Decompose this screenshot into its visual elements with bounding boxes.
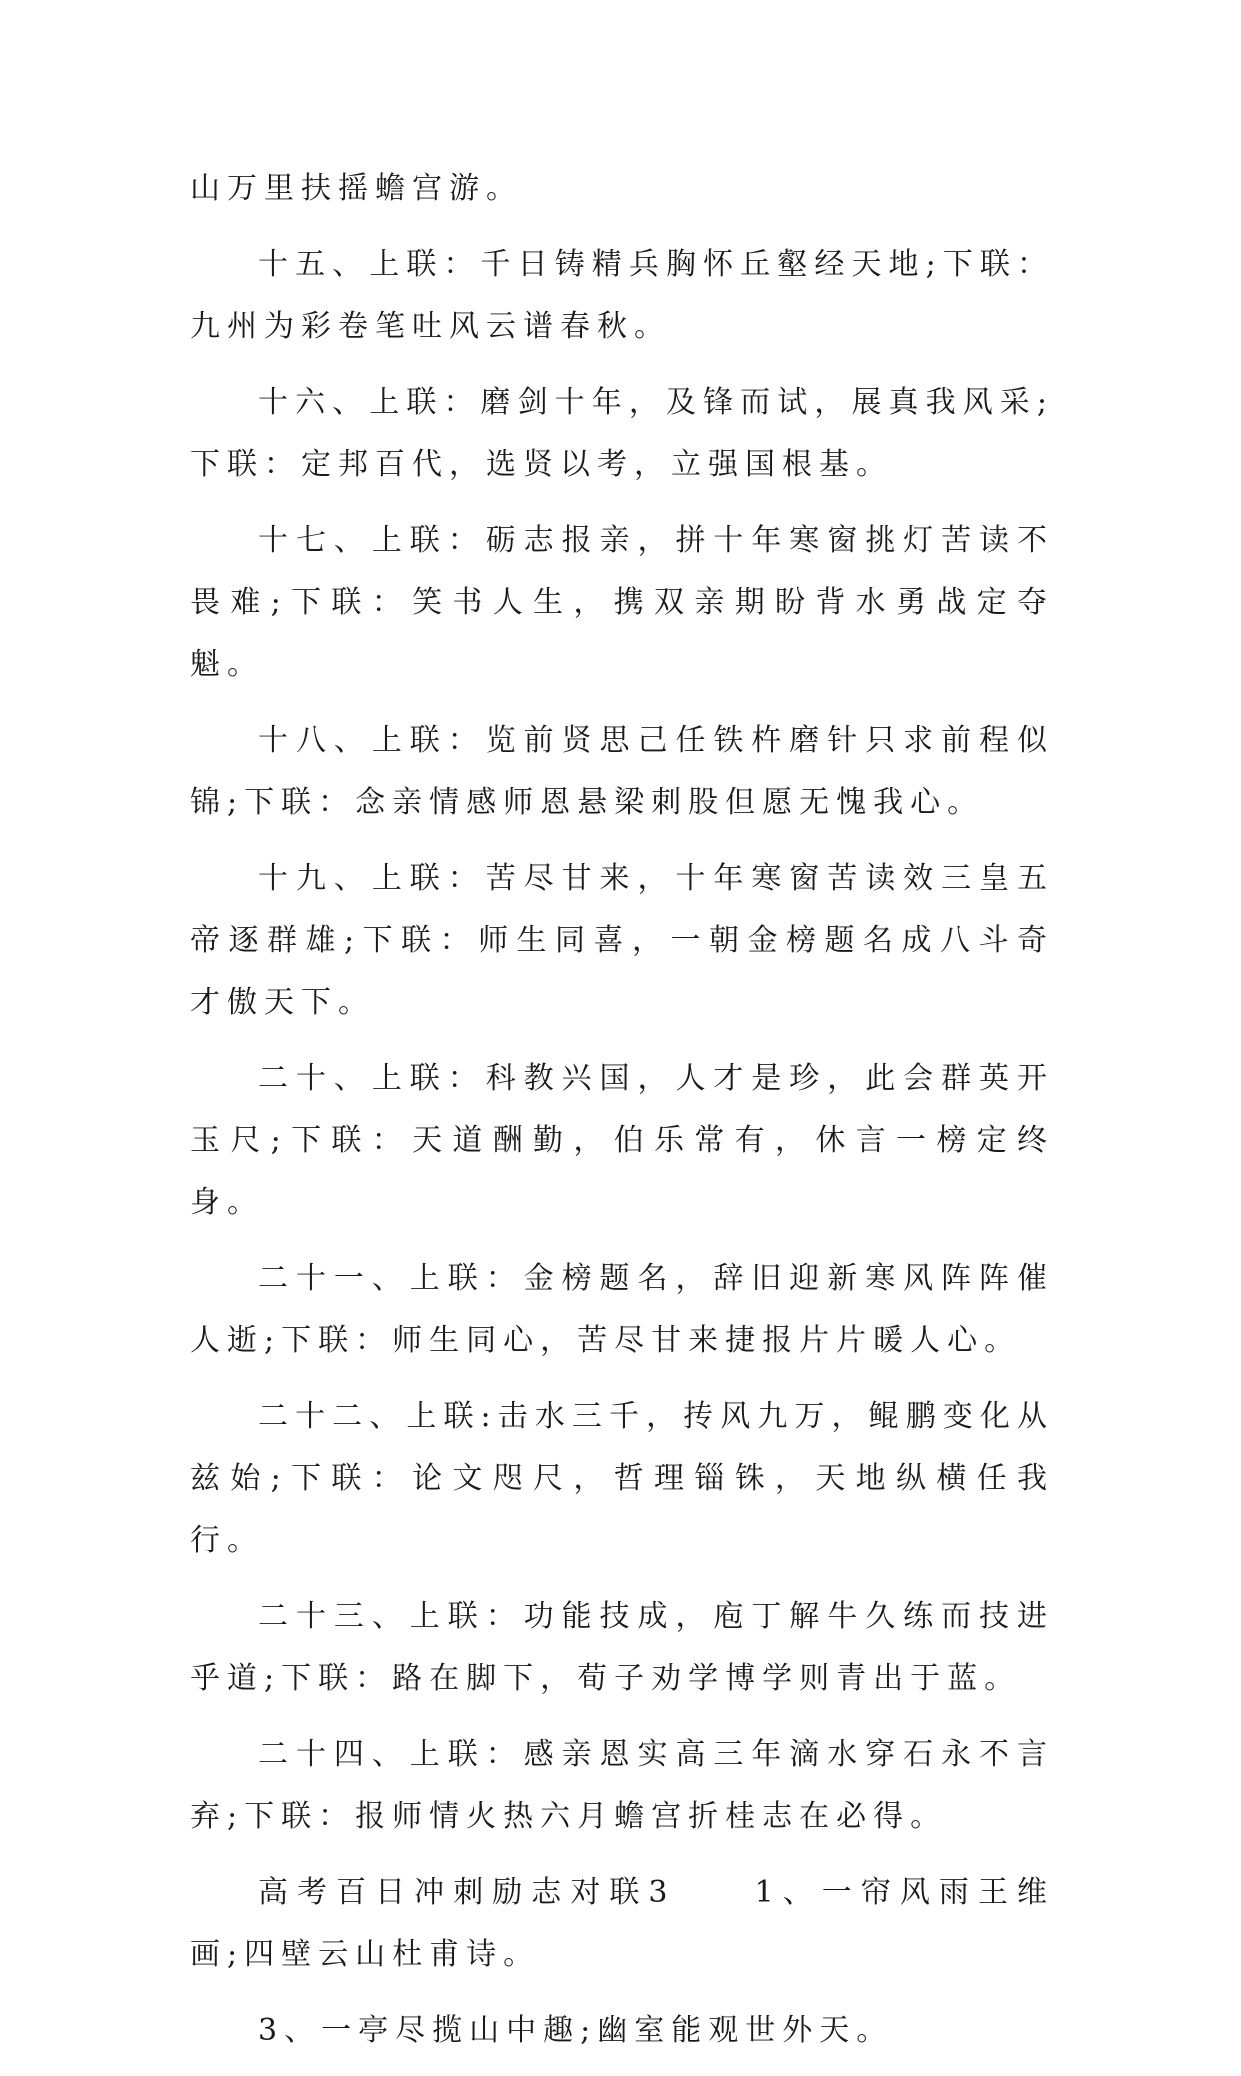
document-body xyxy=(190,158,1054,2076)
paragraph-couplet-20: 二十、上联：科教兴国，人才是珍，此会群英开玉尺;下联：天道酬勤，伯乐常有，休言一榜定终身。 xyxy=(190,1061,1054,1220)
paragraph-couplet-21: 二十一、上联：金榜题名，辞旧迎新寒风阵阵催人逝;下联：师生同心，苦尽甘来捷报片片暖人心。 xyxy=(190,1261,1054,1358)
paragraph-couplet-23: 二十三、上联：功能技成，庖丁解牛久练而技进乎道;下联：路在脚下，荀子劝学博学则青出于蓝。 xyxy=(190,1599,1054,1696)
paragraph-couplet-18: 十八、上联：览前贤思己任铁杵磨针只求前程似锦;下联：念亲情感师恩悬梁刺股但愿无愧我心。 xyxy=(190,723,1054,820)
paragraph-continuation: 山万里扶摇蟾宫游。 xyxy=(190,171,523,206)
paragraph-couplet-3: 3、一亭尽揽山中趣;幽室能观世外天。 xyxy=(258,2013,894,2048)
paragraph-couplet-17: 十七、上联：砺志报亲，拼十年寒窗挑灯苦读不畏难;下联：笑书人生，携双亲期盼背水勇战定夺魁。 xyxy=(190,523,1054,682)
paragraph-couplet-24: 二十四、上联：感亲恩实高三年滴水穿石永不言弃;下联：报师情火热六月蟾宫折桂志在必得。 xyxy=(190,1737,1054,1834)
paragraph-couplet-22: 二十二、上联:击水三千，抟风九万，鲲鹏变化从兹始;下联：论文咫尺，哲理锱铢，天地纵横任我行。 xyxy=(190,1399,1054,1558)
paragraph-couplet-16: 十六、上联：磨剑十年，及锋而试，展真我风采;下联：定邦百代，选贤以考，立强国根基。 xyxy=(190,385,1054,482)
paragraph-couplet-19: 十九、上联：苦尽甘来，十年寒窗苦读效三皇五帝逐群雄;下联：师生同喜，一朝金榜题名成八斗奇才傲天下。 xyxy=(190,861,1054,1020)
paragraph-couplet-15: 十五、上联：千日铸精兵胸怀丘壑经天地;下联：九州为彩卷笔吐风云谱春秋。 xyxy=(190,247,1054,344)
paragraph-section-3-heading: 高考百日冲刺励志对联3 1、一帘风雨王维画;四壁云山杜甫诗。 xyxy=(190,1875,1054,1972)
